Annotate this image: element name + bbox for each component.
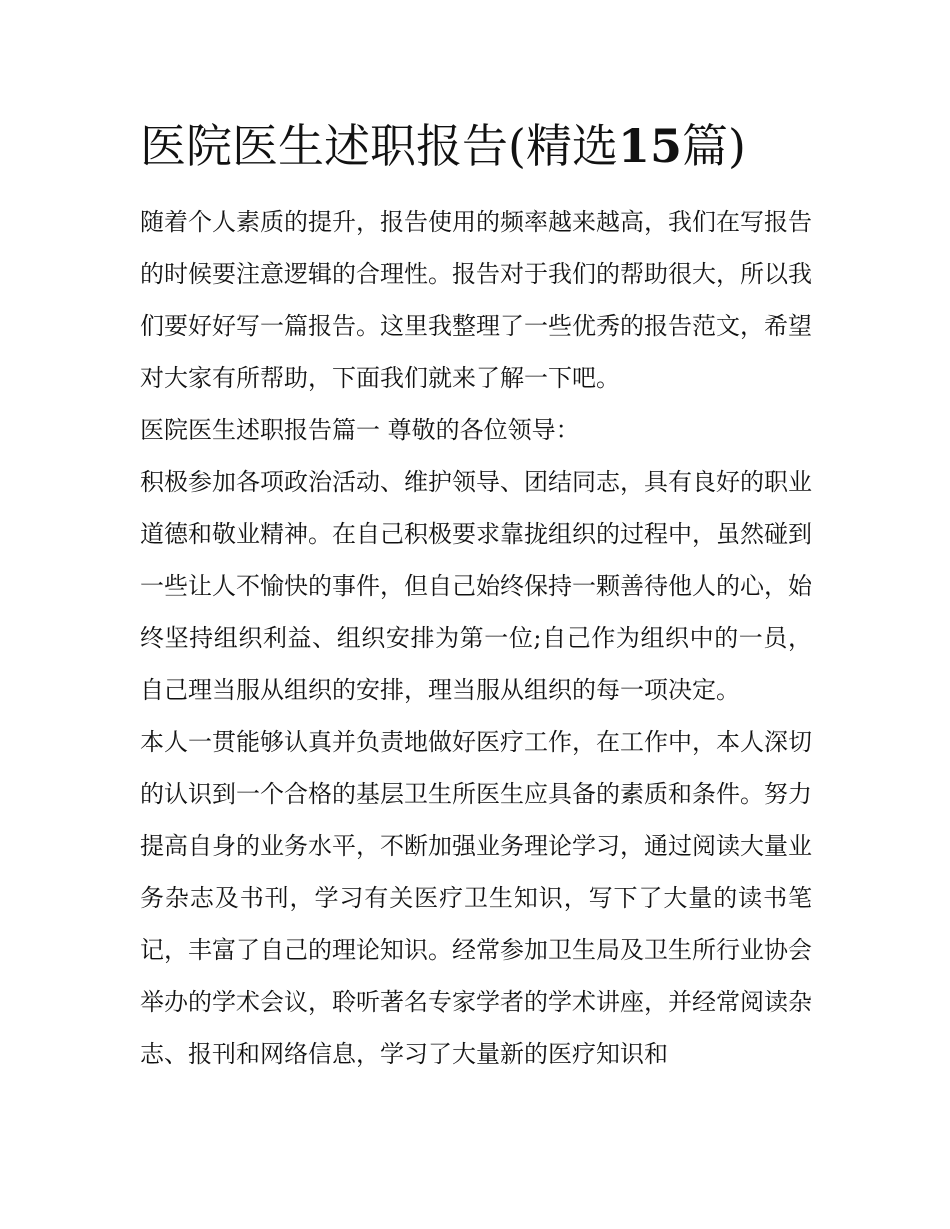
paragraph-medical-work: 本人一贯能够认真并负责地做好医疗工作，在工作中，本人深切的认识到一个合格的基层卫生所医生应具备的素质和条件。努力提高自身的业务水平，不断加强业务理论学习，通过阅读大量业务杂志及书刊，学习有关医疗卫生知识，写下了大量的读书笔记，丰富了自己的理论知识。经常参加卫生局及卫生所行业协会举办的学术会议，聆听著名专家学者的学术讲座，并经常阅读杂志、报刊和网络信息，学习了大量新的医疗知识和 [140, 728, 812, 1068]
paragraph-section-heading: 医院医生述职报告篇一 尊敬的各位领导： [140, 416, 580, 444]
title-text-after: 篇) [681, 119, 746, 173]
title-number: 15 [617, 119, 682, 173]
title-text-before: 医院医生述职报告(精选 [140, 119, 618, 173]
paragraph-political-work: 积极参加各项政治活动、维护领导、团结同志，具有良好的职业道德和敬业精神。在自己积极要求靠拢组织的过程中，虽然碰到一些让人不愉快的事件，但自己始终保持一颗善待他人的心，始终坚持组织利益、组织安排为第一位;自己作为组织中的一员，自己理当服从组织的安排，理当服从组织的每一项决定。 [140, 468, 812, 704]
document-title [140, 118, 840, 174]
paragraph-intro: 随着个人素质的提升，报告使用的频率越来越高，我们在写报告的时候要注意逻辑的合理性。报告对于我们的帮助很大，所以我们要好好写一篇报告。这里我整理了一些优秀的报告范文，希望对大家有所帮助，下面我们就来了解一下吧。 [140, 208, 812, 392]
document-body [140, 196, 812, 1080]
